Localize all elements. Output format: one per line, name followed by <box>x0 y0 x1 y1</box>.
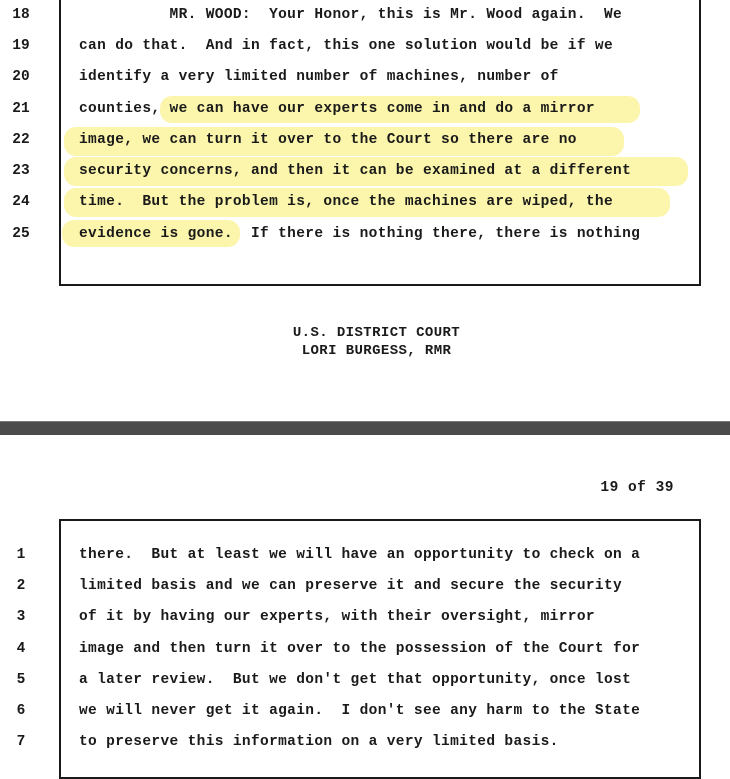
transcript-line <box>0 696 730 727</box>
line-text: counties, we can have our experts come in and do a mirror <box>79 101 595 117</box>
line-number: 2 <box>16 578 26 594</box>
transcript-line <box>0 571 730 602</box>
line-number: 23 <box>12 163 30 179</box>
line-number: 6 <box>16 703 26 719</box>
line-number: 21 <box>12 101 30 117</box>
line-text: security concerns, and then it can be examined at a different <box>79 163 632 179</box>
line-text: identify a very limited number of machines, number of <box>79 69 559 85</box>
page-indicator: 19 of 39 <box>600 480 674 496</box>
line-number: 1 <box>16 547 26 563</box>
line-text: image, we can turn it over to the Court so there are no <box>79 132 577 148</box>
line-text: to preserve this information on a very limited basis. <box>79 734 559 750</box>
line-number: 3 <box>16 609 26 625</box>
line-number: 18 <box>12 7 30 23</box>
transcript-line <box>0 31 730 62</box>
transcript-line <box>0 665 730 696</box>
transcript-line <box>0 219 730 250</box>
line-text: MR. WOOD: Your Honor, this is Mr. Wood again. We <box>79 7 623 23</box>
footer-court-name: U.S. DISTRICT COURT <box>292 325 461 341</box>
line-number: 4 <box>16 641 26 657</box>
line-text: a later review. But we don't get that opportunity, once lost <box>79 672 632 688</box>
line-text: can do that. And in fact, this one solution would be if we <box>79 38 614 54</box>
line-text: limited basis and we can preserve it and secure the security <box>79 578 623 594</box>
transcript-line <box>0 187 730 218</box>
line-text: there. But at least we will have an opportunity to check on a <box>79 547 641 563</box>
transcript-line <box>0 94 730 125</box>
line-number: 5 <box>16 672 26 688</box>
transcript-line <box>0 125 730 156</box>
line-text: we will never get it again. I don't see any harm to the State <box>79 703 641 719</box>
transcript-line <box>0 62 730 93</box>
line-number: 19 <box>12 38 30 54</box>
transcript-line <box>0 0 730 31</box>
transcript-line <box>0 727 730 758</box>
footer-reporter-name: LORI BURGESS, RMR <box>301 343 452 359</box>
line-text: of it by having our experts, with their oversight, mirror <box>79 609 595 625</box>
page-separator <box>0 421 730 435</box>
line-text: time. But the problem is, once the machines are wiped, the <box>79 194 614 210</box>
line-number: 24 <box>12 194 30 210</box>
transcript-line <box>0 602 730 633</box>
transcript-line <box>0 540 730 571</box>
line-number: 20 <box>12 69 30 85</box>
transcript-line <box>0 156 730 187</box>
line-number: 25 <box>12 226 30 242</box>
line-text: evidence is gone. If there is nothing there, there is nothing <box>79 226 641 242</box>
transcript-line <box>0 634 730 665</box>
line-number: 7 <box>16 734 26 750</box>
line-number: 22 <box>12 132 30 148</box>
line-text: image and then turn it over to the possession of the Court for <box>79 641 641 657</box>
